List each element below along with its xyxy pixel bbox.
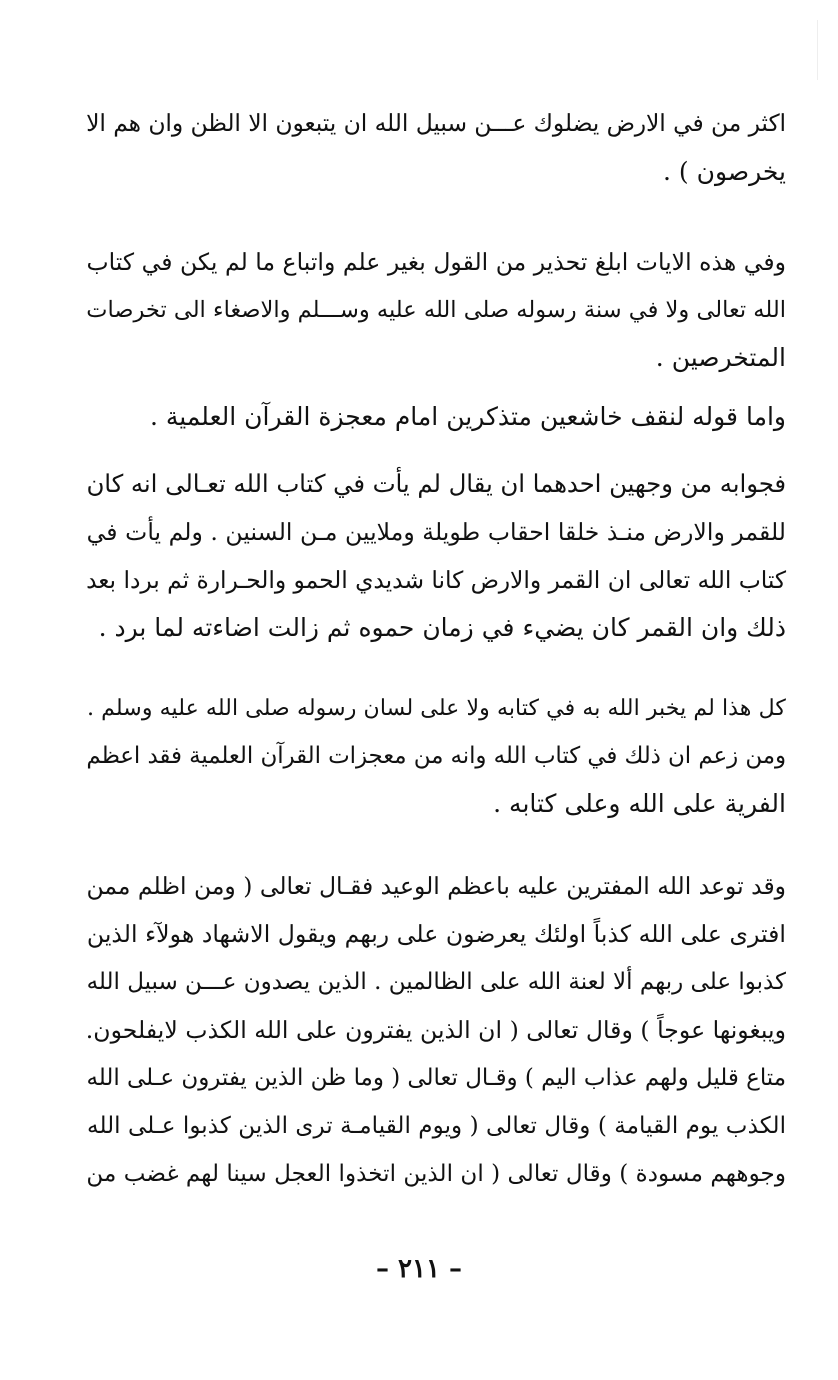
text-line: ومن زعم ان ذلك في كتاب الله وانه من معجزات القرآن العلمية فقد اعظم [86, 743, 786, 769]
text-line: ذلك وان القمر كان يضيء في زمان حموه ثم زالت اضاءته لما برد . [98, 613, 786, 642]
text-line: ويبغونها عوجاً ) وقال تعالى ( ان الذين يفترون على الله الكذب لايفلحون. [85, 1016, 786, 1044]
page-edge-mark [817, 20, 818, 80]
text-line: متاع قليل ولهم عذاب اليم ) وقـال تعالى ( وما ظن الذين يفترون عـلى الله [86, 1065, 786, 1091]
text-line: فجوابه من وجهين احدهما ان يقال لم يأت في كتاب الله تعـالى انه كان [86, 469, 786, 498]
page-number: – ٢١١ – [375, 1254, 463, 1284]
text-line: كذبوا على ربهم ألا لعنة الله على الظالمين . الذين يصدون عـــن سبيل الله [86, 969, 786, 995]
text-line: كل هذا لم يخبر الله به في كتابه ولا على لسان رسوله صلى الله عليه وسلم . [86, 695, 786, 721]
text-line: افترى على الله كذباً اولئك يعرضون على ربهم ويقول الاشهاد هولآء الذين [86, 920, 786, 948]
text-line: واما قوله لنقف خاشعين متذكرين امام معجزة القرآن العلمية . [150, 402, 786, 431]
text-line: الكذب يوم القيامة ) وقال تعالى ( ويوم القيامـة ترى الذين كذبوا عـلى الله [87, 1112, 786, 1139]
paragraph-4 [86, 460, 786, 652]
paragraph-2 [86, 238, 786, 382]
text-line: المتخرصين . [655, 343, 786, 372]
paragraph-5 [86, 684, 786, 828]
text-line: وقد توعد الله المفترين عليه باعظم الوعيد فقـال تعالى ( ومن اظلم ممن [86, 872, 786, 900]
text-line: اكثر من في الارض يضلوك عـــن سبيل الله ان يتبعون الا الظن وان هم الا [86, 110, 786, 137]
paragraph-1 [86, 100, 786, 196]
text-line: الله تعالى ولا في سنة رسوله صلى الله عليه وســـلم والاصغاء الى تخرصات [86, 297, 786, 323]
text-line: وفي هذه الايات ابلغ تحذير من القول بغير علم واتباع ما لم يكن في كتاب [86, 248, 786, 276]
text-line: وجوههم مسودة ) وقال تعالى ( ان الذين اتخذوا العجل سينا لهم غضب من [86, 1161, 786, 1187]
paragraph-6 [86, 862, 786, 1198]
text-line: للقمر والارض منـذ خلقا احقاب طويلة وملايين مـن السنين . ولم يأت في [86, 518, 786, 546]
text-line: الفرية على الله وعلى كتابه . [493, 789, 786, 818]
text-line: يخرصون ) . [663, 157, 786, 186]
paragraph-3 [86, 393, 786, 441]
text-line: كتاب الله تعالى ان القمر والارض كانا شديدي الحمو والحـرارة ثم بردا بعد [86, 566, 786, 594]
